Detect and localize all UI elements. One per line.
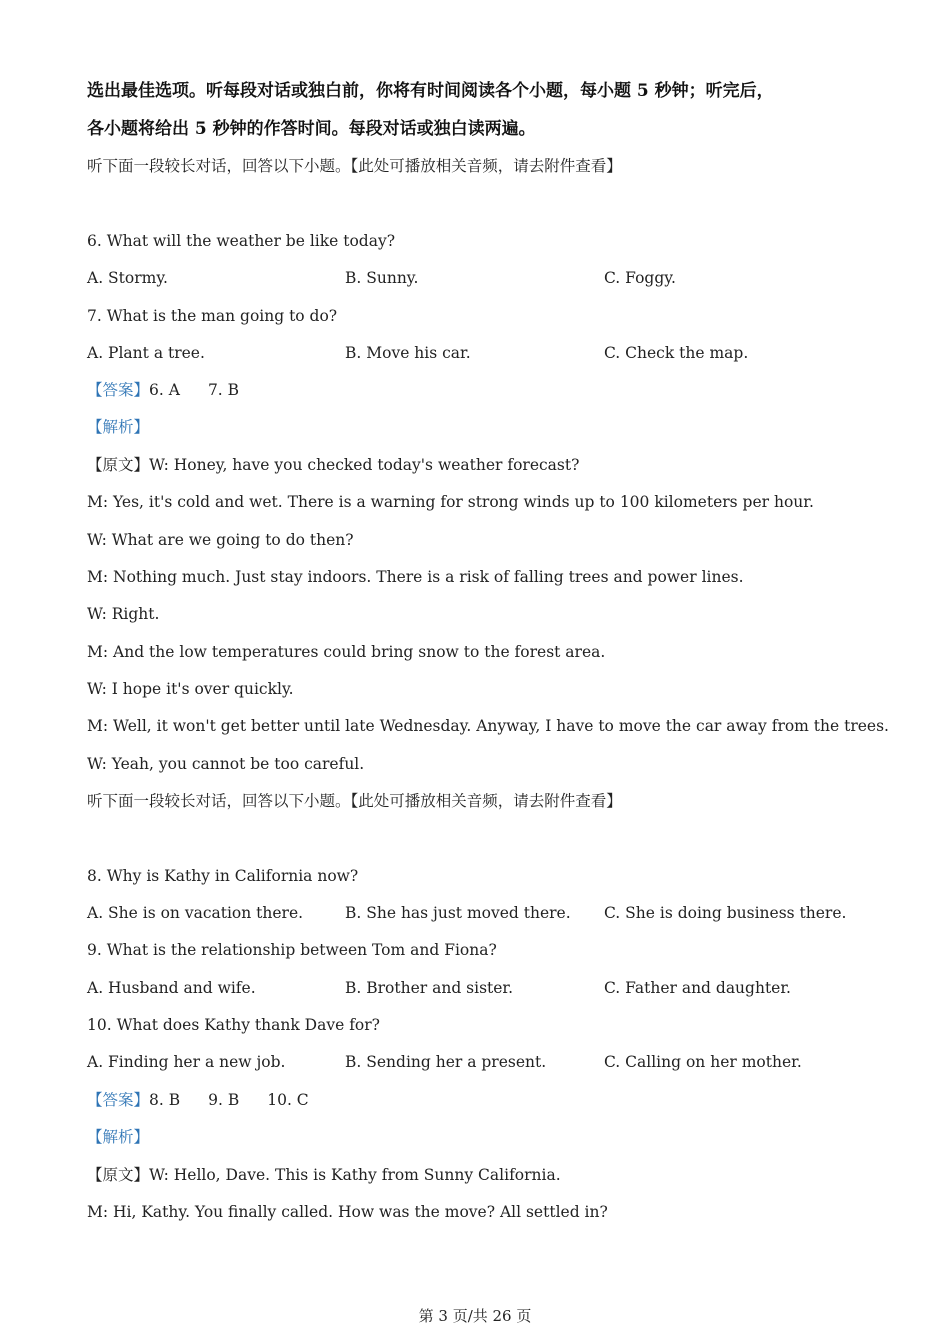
instructions-line-1: 选出最佳选项。听每段对话或独白前，你将有时间阅读各个小题，每小题 5 秒钟；听完后， (87, 81, 774, 101)
page-footer: 第 3 页/共 26 页 (418, 1307, 532, 1325)
question-9: 9. What is the relationship between Tom and Fiona? (87, 941, 497, 959)
q9-option-b: B. Brother and sister. (345, 979, 514, 997)
original-tag: 【原文】 (87, 456, 150, 474)
answer-row-1 (87, 380, 239, 400)
q7-option-c: C. Check the map. (604, 344, 749, 362)
q9-option-c: C. Father and daughter. (604, 979, 791, 997)
q8-option-c: C. She is doing business there. (604, 904, 847, 922)
dialogue-1-line-8: W: Yeah, you cannot be too careful. (87, 755, 365, 773)
q10-option-a: A. Finding her a new job. (87, 1053, 286, 1071)
dialogue-1-line-3: M: Nothing much. Just stay indoors. There is a risk of falling trees and power lines. (87, 568, 744, 586)
dialogue-2-line-1: M: Hi, Kathy. You finally called. How was the move? All settled in? (87, 1203, 608, 1221)
dialogue-1-line-6: W: I hope it's over quickly. (87, 680, 294, 698)
dialogue-1-line-2: W: What are we going to do then? (87, 531, 354, 549)
q6-option-b: B. Sunny. (345, 269, 419, 287)
question-7: 7. What is the man going to do? (87, 307, 338, 325)
answer-7: 7. B (207, 381, 240, 399)
answer-9: 9. B (208, 1091, 240, 1109)
q9-option-a: A. Husband and wife. (87, 979, 256, 997)
q7-option-a: A. Plant a tree. (87, 344, 205, 362)
original-tag: 【原文】 (87, 1166, 150, 1184)
answer-tag: 【答案】 (87, 381, 150, 399)
dialogue-1-line-1: M: Yes, it's cold and wet. There is a warning for strong winds up to 100 kilometers per hour. (87, 493, 814, 511)
q8-option-a: A. She is on vacation there. (87, 904, 304, 922)
q6-option-a: A. Stormy. (87, 269, 168, 287)
answer-8: 8. B (149, 1091, 181, 1109)
analysis-tag-2: 【解析】 (87, 1128, 150, 1146)
answer-tag: 【答案】 (87, 1091, 150, 1109)
section1-intro: 听下面一段较长对话，回答以下小题。【此处可播放相关音频，请去附件查看】 (87, 157, 622, 175)
dialogue-1-line-7: M: Well, it won't get better until late Wednesday. Anyway, I have to move the car away from the trees. (87, 717, 889, 735)
q10-option-c: C. Calling on her mother. (604, 1053, 802, 1071)
answer-10: 10. C (267, 1091, 309, 1109)
instructions-line-2: 各小题将给出 5 秒钟的作答时间。每段对话或独白读两遍。 (87, 119, 536, 139)
analysis-tag-1: 【解析】 (87, 418, 150, 436)
dialogue-2-line-0: 【原文】W: Hello, Dave. This is Kathy from Sunny California. (87, 1166, 561, 1184)
section2-intro: 听下面一段较长对话，回答以下小题。【此处可播放相关音频，请去附件查看】 (87, 792, 622, 810)
dialogue-1-line-5: M: And the low temperatures could bring snow to the forest area. (87, 643, 606, 661)
answer-row-2 (87, 1090, 309, 1110)
dialogue-1-line-4: W: Right. (87, 605, 160, 623)
q8-option-b: B. She has just moved there. (345, 904, 571, 922)
question-6: 6. What will the weather be like today? (87, 232, 396, 250)
dialogue-1-line-0: 【原文】W: Honey, have you checked today's weather forecast? (87, 456, 580, 474)
q10-option-b: B. Sending her a present. (345, 1053, 547, 1071)
answer-6: 6. A (149, 381, 180, 399)
q7-option-b: B. Move his car. (345, 344, 471, 362)
q6-option-c: C. Foggy. (604, 269, 676, 287)
question-8: 8. Why is Kathy in California now? (87, 867, 359, 885)
question-10: 10. What does Kathy thank Dave for? (87, 1016, 380, 1034)
